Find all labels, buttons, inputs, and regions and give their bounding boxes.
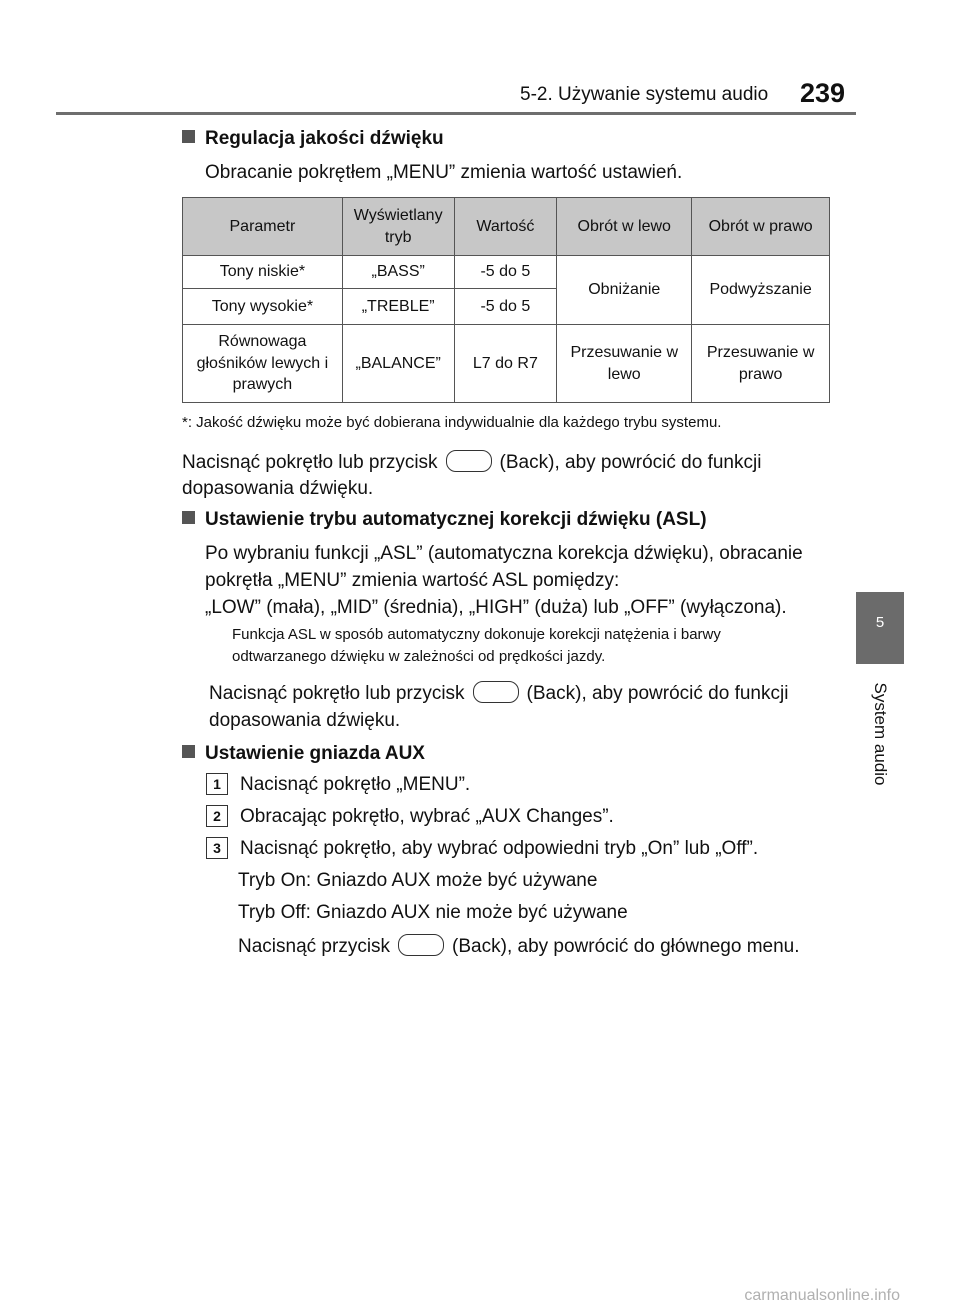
back-instruction-2 <box>209 681 788 705</box>
section-heading-text: Ustawienie gniazda AUX <box>205 743 425 764</box>
asl-line: Po wybraniu funkcji „ASL” (automatyczna korekcja dźwięku), obracanie <box>205 543 803 564</box>
step-number-badge: 2 <box>206 805 228 827</box>
step-number-badge: 3 <box>206 837 228 859</box>
table-footnote: *: Jakość dźwięku może być dobierana indywidualnie dla każdego trybu systemu. <box>182 414 722 431</box>
back-instruction-text: (Back), aby powrócić do funkcji <box>499 452 762 473</box>
asl-note: Funkcja ASL w sposób automatyczny dokonuje korekcji natężenia i barwy <box>232 626 721 643</box>
watermark: carmanualsonline.info <box>744 1287 900 1304</box>
header-rule <box>56 112 856 115</box>
back-instruction-1 <box>182 450 830 474</box>
section-heading-aux <box>182 743 425 765</box>
table-header-cell: Obrót w lewo <box>557 198 692 256</box>
section1-intro: Obracanie pokrętłem „MENU” zmienia wartość ustawień. <box>205 162 683 183</box>
back-button-icon <box>473 681 519 703</box>
asl-line: „LOW” (mała), „MID” (średnia), „HIGH” (duża) lub „OFF” (wyłączona). <box>205 597 787 618</box>
table-header-cell: Parametr <box>183 198 343 256</box>
final-instruction-text: Nacisnąć przycisk <box>238 936 391 957</box>
header-title: 5-2. Używanie systemu audio <box>520 84 769 105</box>
back-instruction-text: (Back), aby powrócić do funkcji <box>526 683 789 704</box>
chapter-tab-label <box>856 664 904 904</box>
page-number: 239 <box>800 78 846 108</box>
table-cell: „BASS” <box>342 256 454 289</box>
back-instruction-text: Nacisnąć pokrętło lub przycisk <box>209 683 465 704</box>
asl-line: pokrętła „MENU” zmienia wartość ASL pomiędzy: <box>205 570 620 591</box>
table-header-cell: Obrót w prawo <box>692 198 830 256</box>
table-cell: „TREBLE” <box>342 289 454 325</box>
table-cell: Przesuwanie w lewo <box>557 325 692 403</box>
step-text: Nacisnąć pokrętło, aby wybrać odpowiedni tryb „On” lub „Off”. <box>240 838 759 859</box>
back-instruction-2-line2: dopasowania dźwięku. <box>209 710 401 731</box>
back-instruction-1-line2: dopasowania dźwięku. <box>182 478 374 499</box>
list-item <box>206 837 758 860</box>
step-number-badge: 1 <box>206 773 228 795</box>
table-row <box>183 325 830 403</box>
step-text: Obracając pokrętło, wybrać „AUX Changes”. <box>240 806 614 827</box>
table-row <box>183 256 830 289</box>
table-cell: Tony niskie* <box>183 256 343 289</box>
section-heading-asl <box>182 509 707 531</box>
section-heading-sound-quality <box>182 128 444 150</box>
table-cell: Podwyższanie <box>692 256 830 325</box>
square-bullet-icon <box>182 745 195 758</box>
table-cell: -5 do 5 <box>454 289 557 325</box>
step-text: Nacisnąć pokrętło „MENU”. <box>240 774 471 795</box>
table-cell: Tony wysokie* <box>183 289 343 325</box>
chapter-tab-number: 5 <box>856 592 904 664</box>
asl-note: odtwarzanego dźwięku w zależności od prędkości jazdy. <box>232 648 606 665</box>
aux-final-instruction <box>238 934 800 958</box>
list-item <box>206 773 470 796</box>
table-header-cell: Wartość <box>454 198 557 256</box>
square-bullet-icon <box>182 511 195 524</box>
back-button-icon <box>398 934 444 956</box>
back-instruction-text: Nacisnąć pokrętło lub przycisk <box>182 452 438 473</box>
back-button-icon <box>446 450 492 472</box>
table-cell: Przesuwanie w prawo <box>692 325 830 403</box>
table-cell: Równowaga głośników lewych i prawych <box>183 325 343 403</box>
sound-settings-table <box>182 197 830 403</box>
square-bullet-icon <box>182 130 195 143</box>
final-instruction-text: (Back), aby powrócić do głównego menu. <box>452 936 800 957</box>
aux-mode-off: Tryb Off: Gniazdo AUX nie może być używane <box>238 902 628 923</box>
table-cell: L7 do R7 <box>454 325 557 403</box>
aux-mode-on: Tryb On: Gniazdo AUX może być używane <box>238 870 598 891</box>
chapter-tab-label-text: System audio <box>871 682 890 786</box>
table-cell: Obniżanie <box>557 256 692 325</box>
table-cell: -5 do 5 <box>454 256 557 289</box>
section-heading-text: Ustawienie trybu automatycznej korekcji dźwięku (ASL) <box>205 509 707 530</box>
table-header-row <box>183 198 830 256</box>
list-item <box>206 805 614 828</box>
section-heading-text: Regulacja jakości dźwięku <box>205 128 444 149</box>
table-cell: „BALANCE” <box>342 325 454 403</box>
table-header-cell: Wyświetlany tryb <box>342 198 454 256</box>
